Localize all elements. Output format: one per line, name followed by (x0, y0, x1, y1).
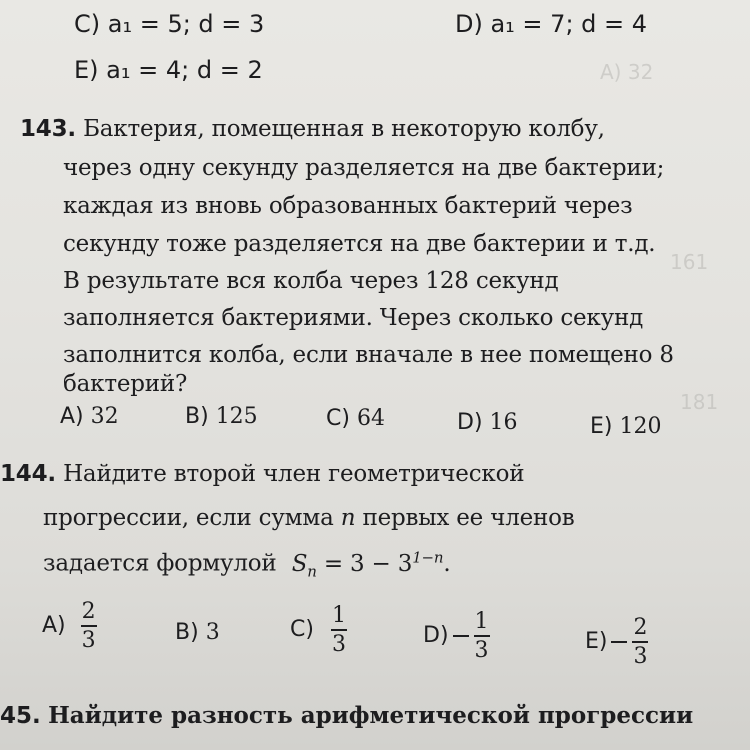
problem-text-line: Бактерия, помещенная в некоторую колбу, (83, 116, 605, 142)
answer-option-c: C) 64 (326, 406, 385, 431)
answer-option-d: D) 16 (457, 410, 518, 435)
problem-text-line: через одну секунду разделяется на две бактерии; (63, 155, 665, 181)
problem-text-line: Найдите второй член геометрической (63, 461, 525, 487)
formula: $S_n = 3 - 3^{1-n}$. (291, 548, 451, 581)
bleed-through-text: A) 32 (600, 60, 654, 84)
problem-number: 45. (0, 703, 41, 729)
problem-text-line: каждая из вновь образованных бактерий через (63, 193, 633, 219)
answer-option-e: E) $\frac{2}{3}$ (585, 615, 648, 669)
problem-number: 144. (0, 461, 56, 487)
answer-option-b: B) 125 (185, 404, 258, 429)
problem-text-line: задается формулой $S_n = 3 - 3^{1-n}$. (43, 548, 451, 581)
problem-text-line: заполнится колба, если вначале в нее помещено 8 (63, 342, 674, 368)
problem-text-line: секунду тоже разделяется на две бактерии и т.д. (63, 231, 656, 257)
bleed-through-text: 161 (670, 250, 709, 274)
problem-number: 143. (20, 116, 76, 142)
problem-text-line: заполняется бактериями. Через сколько секунд (63, 305, 644, 331)
answer-option-c: C) $\frac{1}{3}$ (290, 603, 346, 657)
problem-145 (0, 702, 693, 729)
answer-option-b: B) 3 (175, 620, 220, 645)
answer-option-e: E) 120 (590, 414, 662, 439)
prev-option-d: D) a₁ = 7; d = 4 (455, 10, 648, 38)
problem-text-line: В результате вся колба через 128 секунд (63, 268, 559, 294)
answer-option-a: A) 32 (60, 404, 119, 429)
problem-text-line: Найдите разность арифметической прогрессии (48, 702, 694, 729)
answer-option-a: A) $\frac{2}{3}$ (42, 599, 96, 653)
prev-option-e: E) a₁ = 4; d = 2 (74, 56, 263, 84)
bleed-through-text: 181 (680, 390, 719, 414)
answer-option-d: D) $\frac{1}{3}$ (423, 609, 489, 663)
prev-option-c: C) a₁ = 5; d = 3 (74, 10, 265, 38)
problem-text-line: бактерий? (63, 371, 188, 397)
problem-text-line: прогрессии, если сумма n первых ее членов (43, 505, 575, 531)
